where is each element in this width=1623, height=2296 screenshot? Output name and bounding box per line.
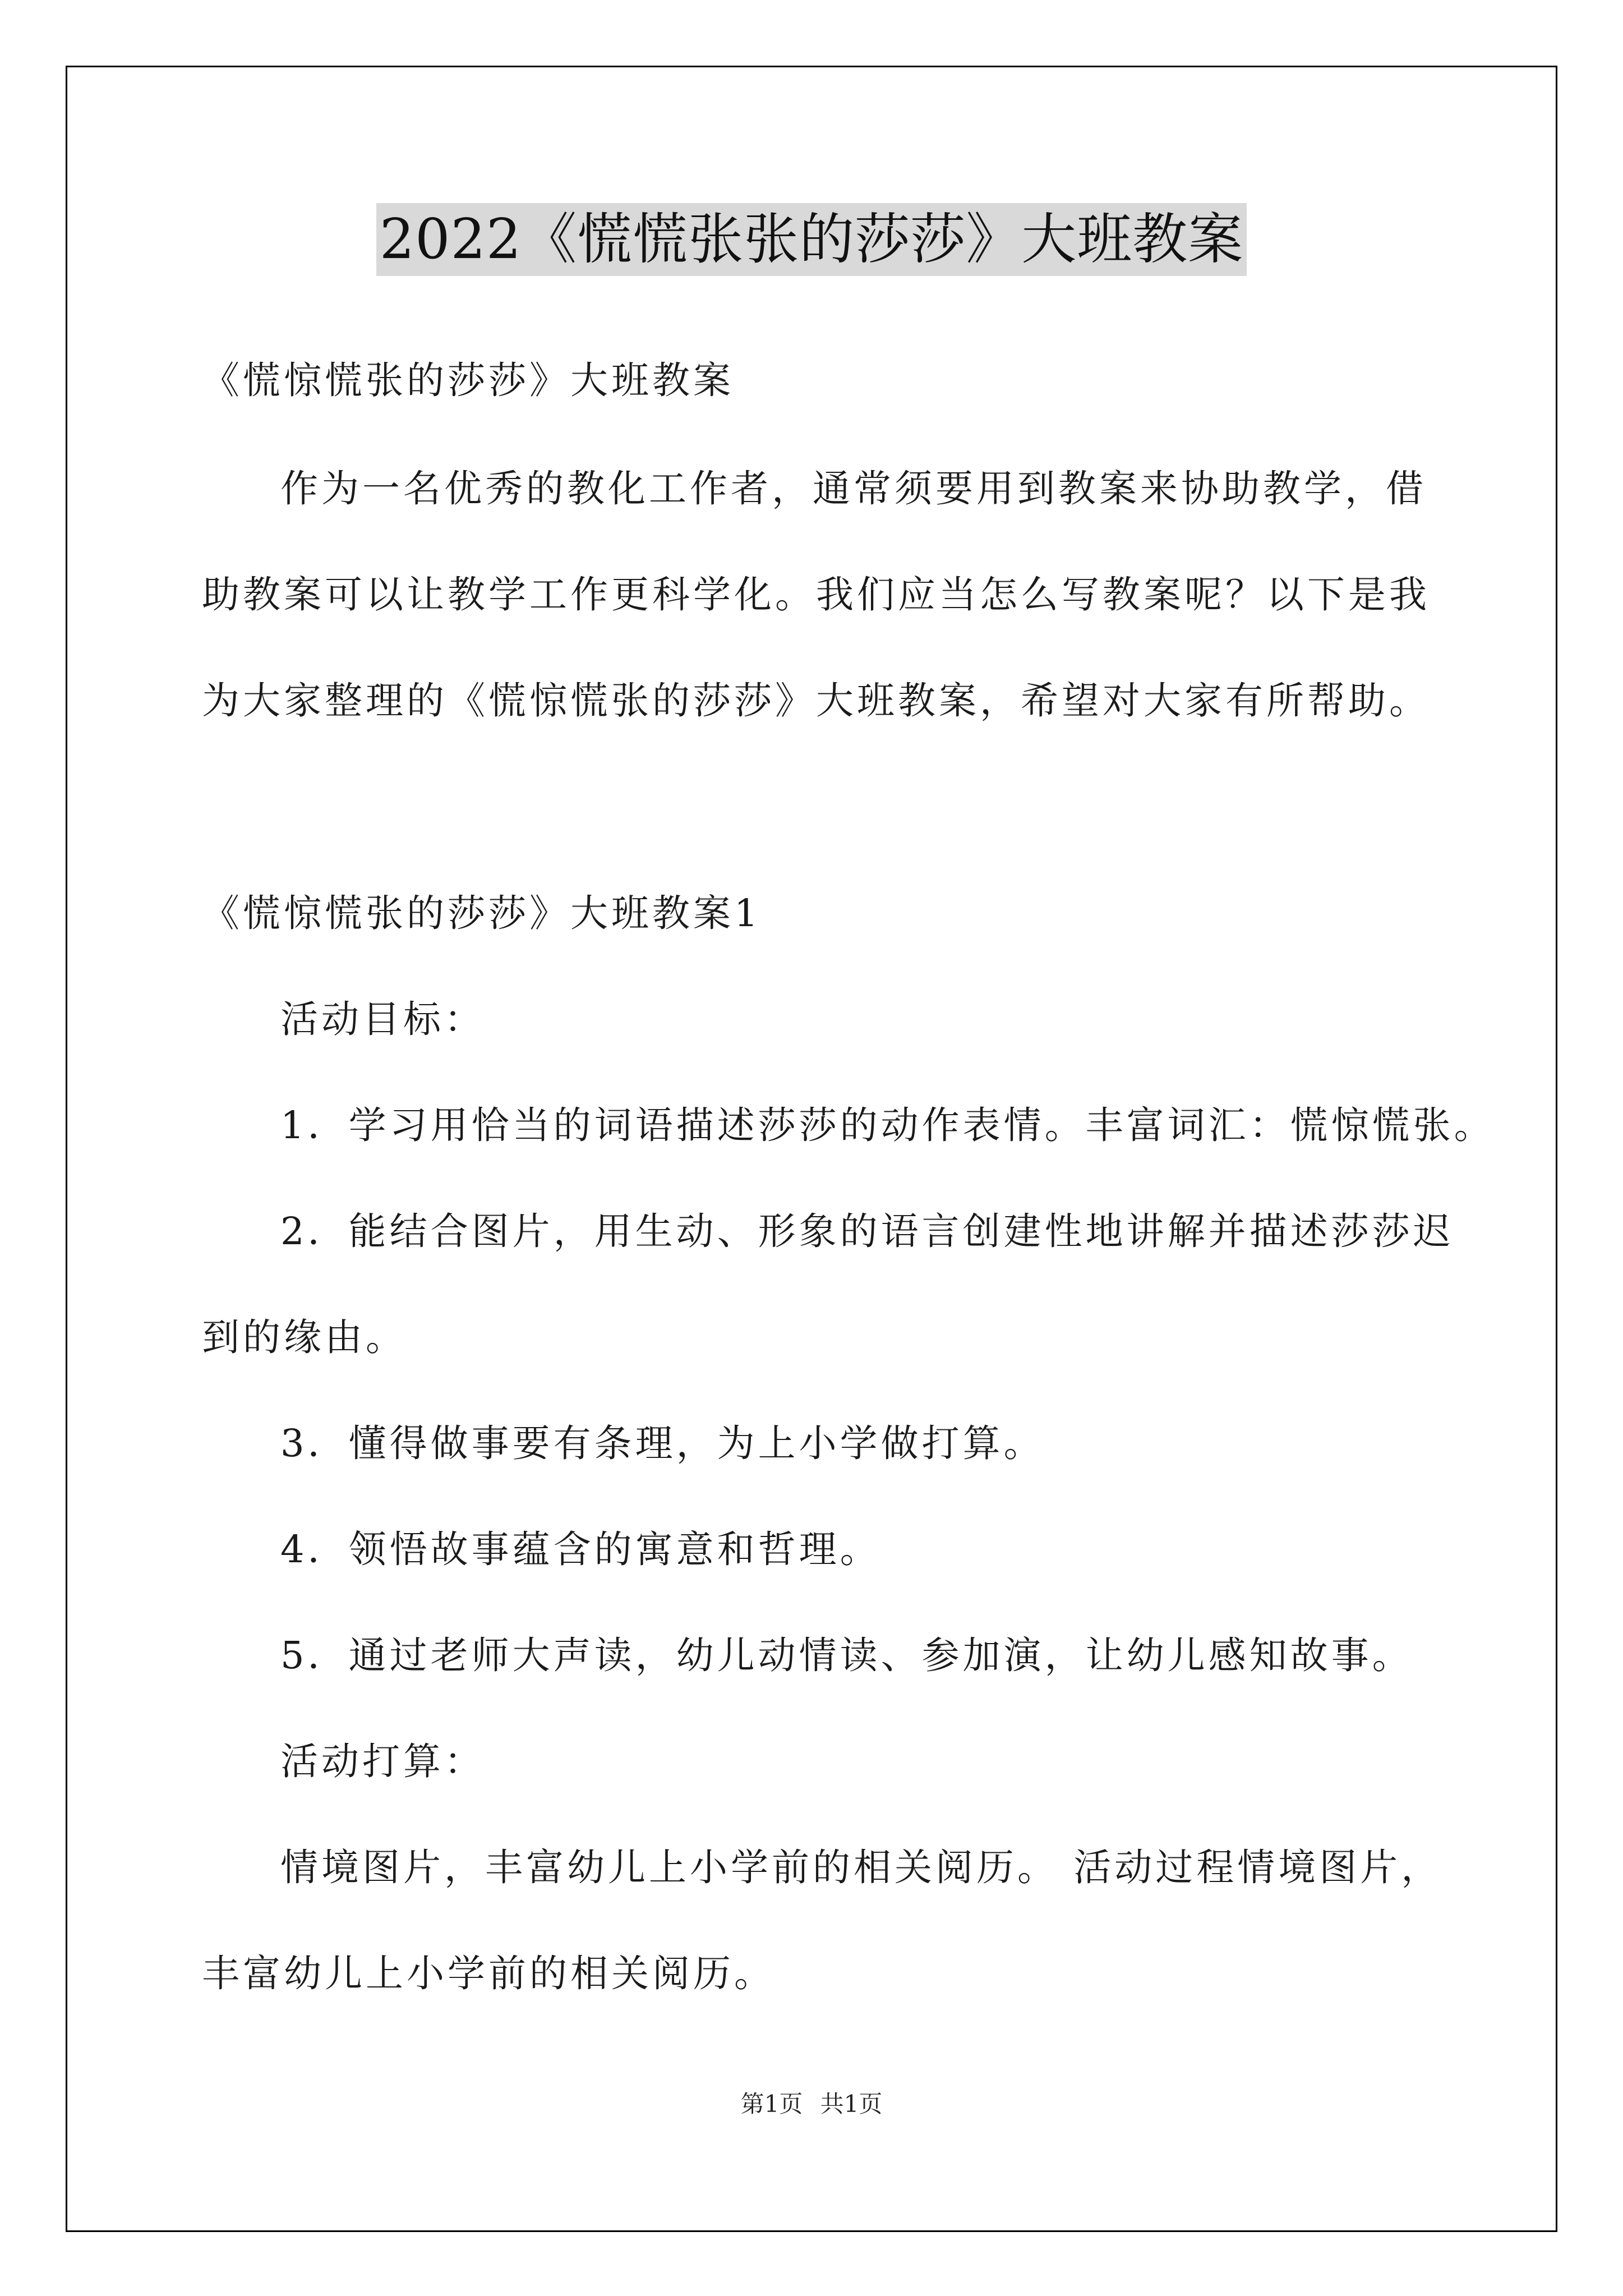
- intro-line-3: 为大家整理的《慌惊慌张的莎莎》大班教案，希望对大家有所帮助。: [202, 679, 1430, 723]
- goal-item-3: 3．懂得做事要有条理，为上小学做打算。: [280, 1421, 1045, 1465]
- section-heading: 《慌惊慌张的莎莎》大班教案1: [202, 891, 762, 935]
- title-container: [0, 203, 1623, 276]
- goals-label: 活动目标：: [280, 997, 485, 1041]
- document-title: 2022《慌慌张张的莎莎》大班教案: [376, 203, 1247, 276]
- goal-item-4: 4．领悟故事蕴含的寓意和哲理。: [280, 1527, 881, 1571]
- prep-label: 活动打算：: [280, 1740, 485, 1783]
- prep-line-1: 情境图片，丰富幼儿上小学前的相关阅历。 活动过程情境图片，: [280, 1846, 1442, 1889]
- page-footer: 第1页 共1页: [740, 2090, 883, 2118]
- goal-item-5: 5．通过老师大声读，幼儿动情读、参加演，让幼儿感知故事。: [280, 1634, 1413, 1677]
- goal-item-2-continuation: 到的缘由。: [202, 1315, 407, 1359]
- intro-line-1: 作为一名优秀的教化工作者，通常须要用到教案来协助教学，借: [280, 467, 1427, 510]
- intro-line-2: 助教案可以让教学工作更科学化。我们应当怎么写教案呢？以下是我: [202, 573, 1430, 616]
- goal-item-2: 2．能结合图片，用生动、形象的语言创建性地讲解并描述莎莎迟: [280, 1209, 1454, 1253]
- goal-item-1: 1．学习用恰当的词语描述莎莎的动作表情。丰富词汇：慌惊慌张。: [280, 1103, 1495, 1147]
- prep-line-2: 丰富幼儿上小学前的相关阅历。: [202, 1952, 775, 1995]
- document-subtitle: 《慌惊慌张的莎莎》大班教案: [202, 358, 734, 402]
